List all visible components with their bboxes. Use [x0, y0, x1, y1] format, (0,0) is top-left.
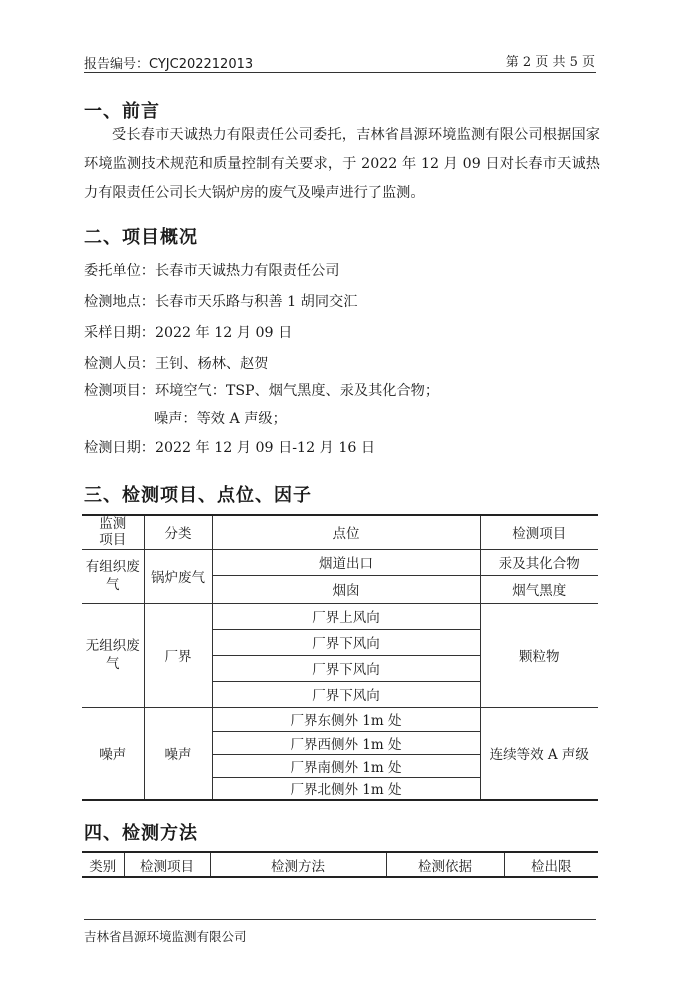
- preface-paragraph: 受长春市天诚热力有限责任公司委托，吉林省昌源环境监测有限公司根据国家环境监测技术规范和质量控制有关要求，于 2022 年 12 月 09 日对长春市天诚热力有限责任公司长大锅炉房的废气及噪声进行了监测。: [84, 127, 600, 201]
- methods-table: [82, 851, 598, 878]
- th-basis: 检测依据: [386, 852, 504, 877]
- site-line: 检测地点：长春市天乐路与积善 1 胡同交汇: [84, 294, 358, 310]
- g3-category: 噪声: [144, 707, 212, 800]
- th-category: 分类: [144, 515, 212, 549]
- th-item: 检测项目: [480, 515, 598, 549]
- client-line: 委托单位：长春市天诚热力有限责任公司: [84, 263, 340, 279]
- points-table: [82, 514, 598, 801]
- th-method: 检测方法: [210, 852, 386, 877]
- header-rule: [84, 72, 596, 73]
- th-monitor-type: 监测项目: [82, 515, 144, 549]
- g3-point-1: 厂界东侧外 1m 处: [212, 707, 480, 731]
- g1-item-2: 烟气黑度: [480, 575, 598, 603]
- g1-item-1: 汞及其化合物: [480, 549, 598, 575]
- g2-point-2: 厂界下风向: [212, 629, 480, 655]
- g2-point-3: 厂界下风向: [212, 655, 480, 681]
- g3-point-3: 厂界南侧外 1m 处: [212, 754, 480, 777]
- section-title-methods: 四、检测方法: [84, 823, 198, 844]
- g2-item: 颗粒物: [480, 603, 598, 707]
- section-title-preface: 一、前言: [84, 101, 160, 122]
- section-title-overview: 二、项目概况: [84, 227, 198, 248]
- g1-type: 有组织废气: [82, 549, 144, 603]
- th-class: 类别: [82, 852, 124, 877]
- footer-rule: [84, 919, 596, 920]
- g2-category: 厂界: [144, 603, 212, 707]
- th-test-item: 检测项目: [124, 852, 210, 877]
- footer-company: 吉林省昌源环境监测有限公司: [84, 929, 247, 944]
- g2-point-1: 厂界上风向: [212, 603, 480, 629]
- g1-point-2: 烟囱: [212, 575, 480, 603]
- staff-line: 检测人员：王钊、杨林、赵贺: [84, 356, 269, 372]
- items-line-2: 噪声：等效 A 声级；: [154, 411, 287, 427]
- g1-category: 锅炉废气: [144, 549, 212, 603]
- th-point: 点位: [212, 515, 480, 549]
- th-limit: 检出限: [504, 852, 598, 877]
- items-line: 检测项目：环境空气：TSP、烟气黑度、汞及其化合物；: [84, 383, 440, 399]
- g2-point-4: 厂界下风向: [212, 681, 480, 707]
- report-number: 报告编号：CYJC202212013: [84, 57, 254, 72]
- sampling-date-line: 采样日期：2022 年 12 月 09 日: [84, 325, 293, 341]
- g2-type: 无组织废气: [82, 603, 144, 707]
- g3-item: 连续等效 A 声级: [480, 707, 598, 800]
- page-indicator: 第 2 页 共 5 页: [505, 55, 595, 70]
- g3-point-2: 厂界西侧外 1m 处: [212, 731, 480, 754]
- g1-point-1: 烟道出口: [212, 549, 480, 575]
- section-title-points: 三、检测项目、点位、因子: [84, 485, 312, 506]
- g3-point-4: 厂界北侧外 1m 处: [212, 777, 480, 800]
- test-date-line: 检测日期：2022 年 12 月 09 日-12 月 16 日: [84, 440, 376, 456]
- g3-type: 噪声: [82, 707, 144, 800]
